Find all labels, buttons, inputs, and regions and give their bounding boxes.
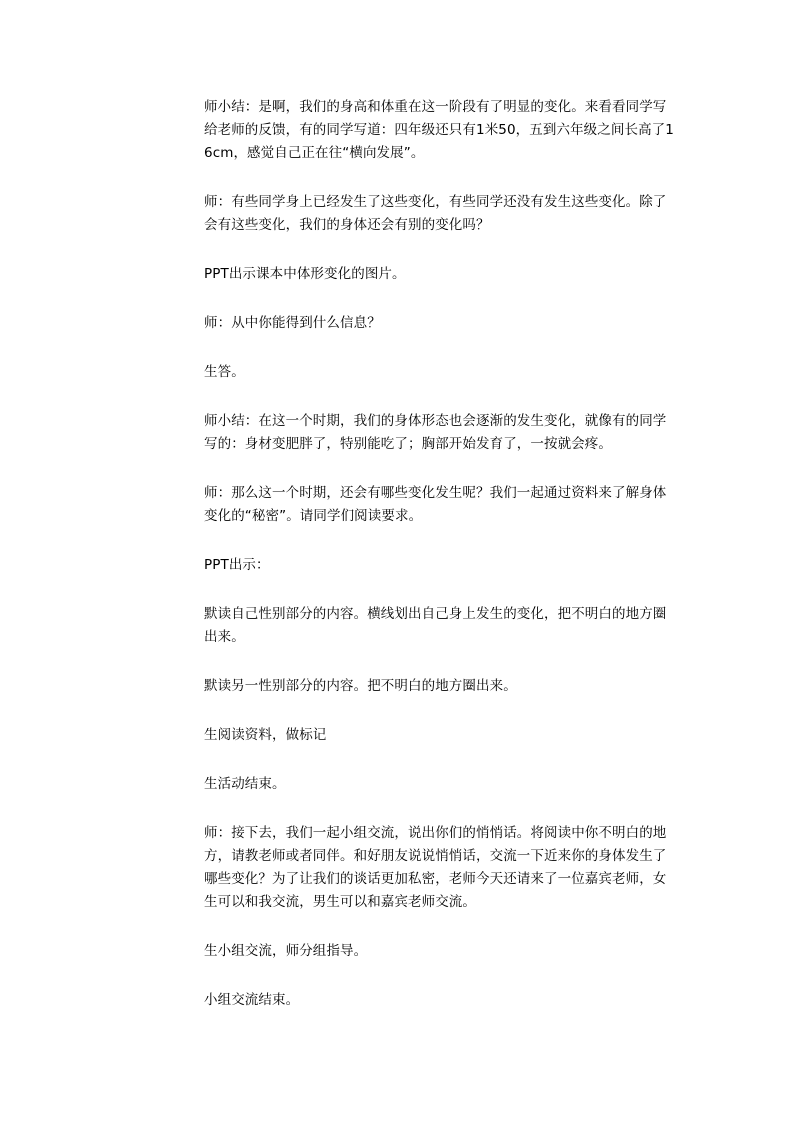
paragraph-teacher-summary-shape: 师小结：在这一个时期，我们的身体形态也会逐渐的发生变化，就像有的同学写的：身材变肥胖了，特别能吃了；胸部开始发育了，一按就会疼。 — [204, 413, 667, 452]
paragraph-student-answer: 生答。 — [204, 364, 245, 380]
paragraph-group-exchange: 生小组交流，师分组指导。 — [204, 943, 368, 959]
paragraph-teacher-summary-height: 师小结：是啊，我们的身高和体重在这一阶段有了明显的变化。来看看同学写给老师的反馈，有的同学写道：四年级还只有1米50，五到六年级之间长高了16cm，感觉自己正在往“横向发展”。 — [204, 99, 674, 161]
paragraph-teacher-question-changes: 师：有些同学身上已经发生了这些变化，有些同学还没有发生这些变化。除了会有这些变化，我们的身体还会有别的变化吗？ — [204, 194, 667, 233]
paragraph-ppt-body-shape: PPT出示课本中体形变化的图片。 — [204, 266, 406, 282]
paragraph-reading-task-own: 默读自己性别部分的内容。横线划出自己身上发生的变化，把不明白的地方圈出来。 — [204, 606, 667, 645]
paragraph-teacher-question-info: 师：从中你能得到什么信息？ — [204, 315, 381, 331]
paragraph-activity-end: 生活动结束。 — [204, 776, 286, 792]
document-body — [204, 96, 674, 1012]
paragraph-reading-task-other: 默读另一性别部分的内容。把不明白的地方圈出来。 — [204, 678, 517, 694]
paragraph-teacher-reading-intro: 师：那么这一个时期，还会有哪些变化发生呢？我们一起通过资料来了解身体变化的“秘密”。请同学们阅读要求。 — [204, 485, 667, 524]
paragraph-ppt-show: PPT出示： — [204, 557, 270, 573]
paragraph-teacher-group-talk: 师：接下去，我们一起小组交流，说出你们的悄悄话。将阅读中你不明白的地方，请教老师或者同伴。和好朋友说说悄悄话，交流一下近来你的身体发生了哪些变化？为了让我们的谈话更加私密，老师今天还请来了一位嘉宾老师，女生可以和我交流，男生可以和嘉宾老师交流。 — [204, 825, 667, 910]
paragraph-group-end: 小组交流结束。 — [204, 992, 300, 1008]
paragraph-student-reading: 生阅读资料，做标记 — [204, 727, 327, 743]
